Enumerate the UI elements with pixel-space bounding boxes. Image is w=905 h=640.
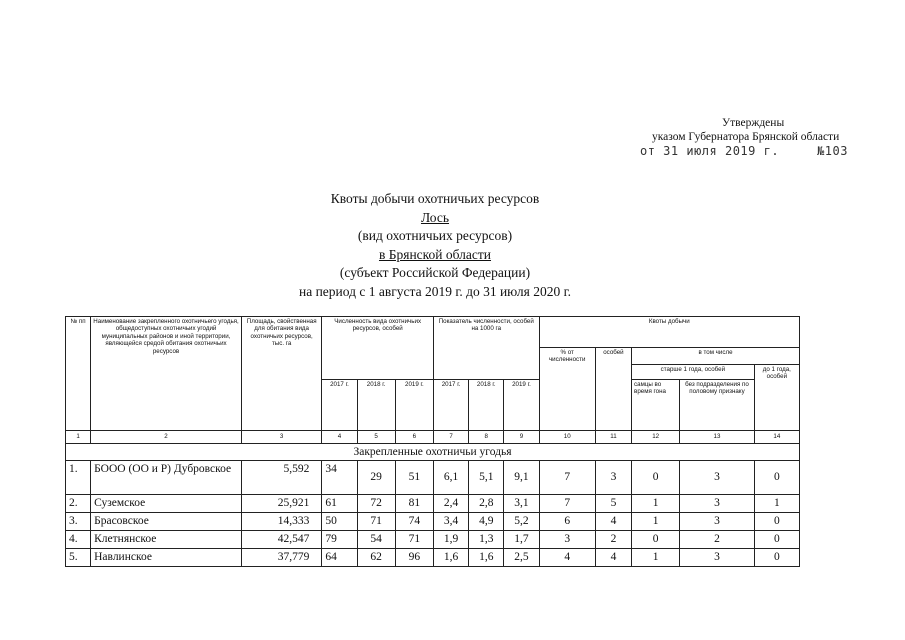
header-density-2018: 2018 г.	[469, 380, 504, 431]
region-note: (субъект Российской Федерации)	[339, 265, 531, 280]
row-count-2019: 74	[395, 513, 433, 531]
species-note: (вид охотничьих ресурсов)	[357, 228, 513, 243]
row-density-2019: 5,2	[504, 513, 539, 531]
col-number: 11	[595, 431, 631, 444]
row-count-2019: 81	[395, 495, 433, 513]
document-titles	[180, 190, 690, 301]
row-area: 14,333	[241, 513, 321, 531]
row-males: 1	[632, 495, 680, 513]
row-count-2019: 71	[395, 531, 433, 549]
row-count-2017: 50	[322, 513, 357, 531]
col-number: 4	[322, 431, 357, 444]
row-count-2019: 51	[395, 461, 433, 495]
row-density-2019: 2,5	[504, 549, 539, 567]
col-number: 5	[357, 431, 395, 444]
row-under1: 0	[754, 531, 799, 549]
col-number: 12	[632, 431, 680, 444]
row-density-2018: 2,8	[469, 495, 504, 513]
row-name: Клетнянское	[91, 531, 242, 549]
period-line: на период с 1 августа 2019 г. до 31 июля 2020 г.	[298, 283, 572, 299]
row-nosex: 3	[680, 549, 754, 567]
row-density-2018: 1,3	[469, 531, 504, 549]
row-density-2018: 5,1	[469, 461, 504, 495]
row-density-2019: 3,1	[504, 495, 539, 513]
section-title: Закрепленные охотничьи угодья	[66, 444, 800, 461]
row-count-2017: 79	[322, 531, 357, 549]
header-row	[66, 317, 800, 348]
row-area: 25,921	[241, 495, 321, 513]
col-number: 8	[469, 431, 504, 444]
row-name: Брасовское	[91, 513, 242, 531]
row-males: 1	[632, 513, 680, 531]
col-number: 10	[539, 431, 595, 444]
row-name: Суземское	[91, 495, 242, 513]
row-no: 2.	[66, 495, 91, 513]
approval-date: от 31 июля 2019 г.	[640, 144, 780, 158]
header-quota: Квоты добычи	[539, 317, 799, 348]
approval-date-line	[640, 144, 880, 158]
row-area: 37,779	[241, 549, 321, 567]
col-number: 2	[91, 431, 242, 444]
row-pct: 7	[539, 461, 595, 495]
row-nosex: 3	[680, 513, 754, 531]
row-count-2018: 54	[357, 531, 395, 549]
section-row	[66, 444, 800, 461]
row-under1: 0	[754, 461, 799, 495]
row-under1: 0	[754, 549, 799, 567]
row-area: 5,592	[241, 461, 321, 495]
header-under1: до 1 года, особей	[754, 365, 799, 431]
row-count-2019: 96	[395, 549, 433, 567]
header-count: Численность вида охотничьих ресурсов, особей	[322, 317, 434, 380]
row-area: 42,547	[241, 531, 321, 549]
col-number: 13	[680, 431, 754, 444]
row-males: 1	[632, 549, 680, 567]
region-name: в Брянской области	[378, 246, 492, 262]
row-count-2018: 71	[357, 513, 395, 531]
row-density-2018: 4,9	[469, 513, 504, 531]
approval-line-2: указом Губернатора Брянской области	[652, 131, 840, 143]
row-name: Навлинское	[91, 549, 242, 567]
row-pct: 6	[539, 513, 595, 531]
header-nosex: без подразделения по половому признаку	[680, 380, 754, 431]
row-head: 5	[595, 495, 631, 513]
row-count-2017: 34	[322, 461, 357, 495]
row-nosex: 2	[680, 531, 754, 549]
row-count-2017: 64	[322, 549, 357, 567]
row-no: 1.	[66, 461, 91, 495]
col-number: 7	[433, 431, 468, 444]
row-head: 2	[595, 531, 631, 549]
col-number: 6	[395, 431, 433, 444]
row-under1: 0	[754, 513, 799, 531]
header-density-2017: 2017 г.	[433, 380, 468, 431]
header-pct: % от численности	[539, 348, 595, 431]
row-density-2017: 3,4	[433, 513, 468, 531]
header-males: самцы во время гона	[632, 380, 680, 431]
row-no: 3.	[66, 513, 91, 531]
col-number: 3	[241, 431, 321, 444]
row-under1: 1	[754, 495, 799, 513]
table-row	[66, 549, 800, 567]
row-count-2018: 29	[357, 461, 395, 495]
row-density-2017: 2,4	[433, 495, 468, 513]
row-count-2017: 61	[322, 495, 357, 513]
header-count-2018: 2018 г.	[357, 380, 395, 431]
row-density-2019: 1,7	[504, 531, 539, 549]
row-males: 0	[632, 461, 680, 495]
row-count-2018: 72	[357, 495, 395, 513]
approval-block	[640, 116, 880, 158]
col-number: 9	[504, 431, 539, 444]
table-row	[66, 461, 800, 495]
row-no: 5.	[66, 549, 91, 567]
row-pct: 4	[539, 549, 595, 567]
row-nosex: 3	[680, 461, 754, 495]
row-males: 0	[632, 531, 680, 549]
approval-line-1: Утверждены	[722, 117, 785, 129]
row-density-2018: 1,6	[469, 549, 504, 567]
row-density-2019: 9,1	[504, 461, 539, 495]
header-no: № пп	[66, 317, 91, 431]
table-row	[66, 513, 800, 531]
header-head: особей	[595, 348, 631, 431]
quota-table	[65, 316, 800, 567]
row-name: БООО (ОО и Р) Дубровское	[91, 461, 242, 495]
header-density-2019: 2019 г.	[504, 380, 539, 431]
row-no: 4.	[66, 531, 91, 549]
species-name: Лось	[420, 209, 450, 225]
row-head: 3	[595, 461, 631, 495]
header-area: Площадь, свойственная для обитания вида охотничьих ресурсов, тыс. га	[241, 317, 321, 431]
row-head: 4	[595, 549, 631, 567]
header-older: старше 1 года, особей	[632, 365, 755, 380]
row-count-2018: 62	[357, 549, 395, 567]
row-nosex: 3	[680, 495, 754, 513]
page-title: Квоты добычи охотничьих ресурсов	[330, 191, 540, 206]
table-row	[66, 531, 800, 549]
row-density-2017: 1,6	[433, 549, 468, 567]
row-head: 4	[595, 513, 631, 531]
col-number: 1	[66, 431, 91, 444]
header-name: Наименование закрепленного охотничьего угодья, общедоступных охотничьих угодий муниципальных районов и иной территории, являющейся средой обитания охотничьих ресурсов	[91, 317, 242, 431]
header-incl: в том числе	[632, 348, 800, 365]
table-row	[66, 495, 800, 513]
header-density: Показатель численности, особей на 1000 га	[433, 317, 539, 380]
row-pct: 7	[539, 495, 595, 513]
row-density-2017: 1,9	[433, 531, 468, 549]
header-count-2017: 2017 г.	[322, 380, 357, 431]
header-count-2019: 2019 г.	[395, 380, 433, 431]
row-pct: 3	[539, 531, 595, 549]
column-number-row	[66, 431, 800, 444]
col-number: 14	[754, 431, 799, 444]
decree-number: №103	[817, 144, 848, 158]
row-density-2017: 6,1	[433, 461, 468, 495]
